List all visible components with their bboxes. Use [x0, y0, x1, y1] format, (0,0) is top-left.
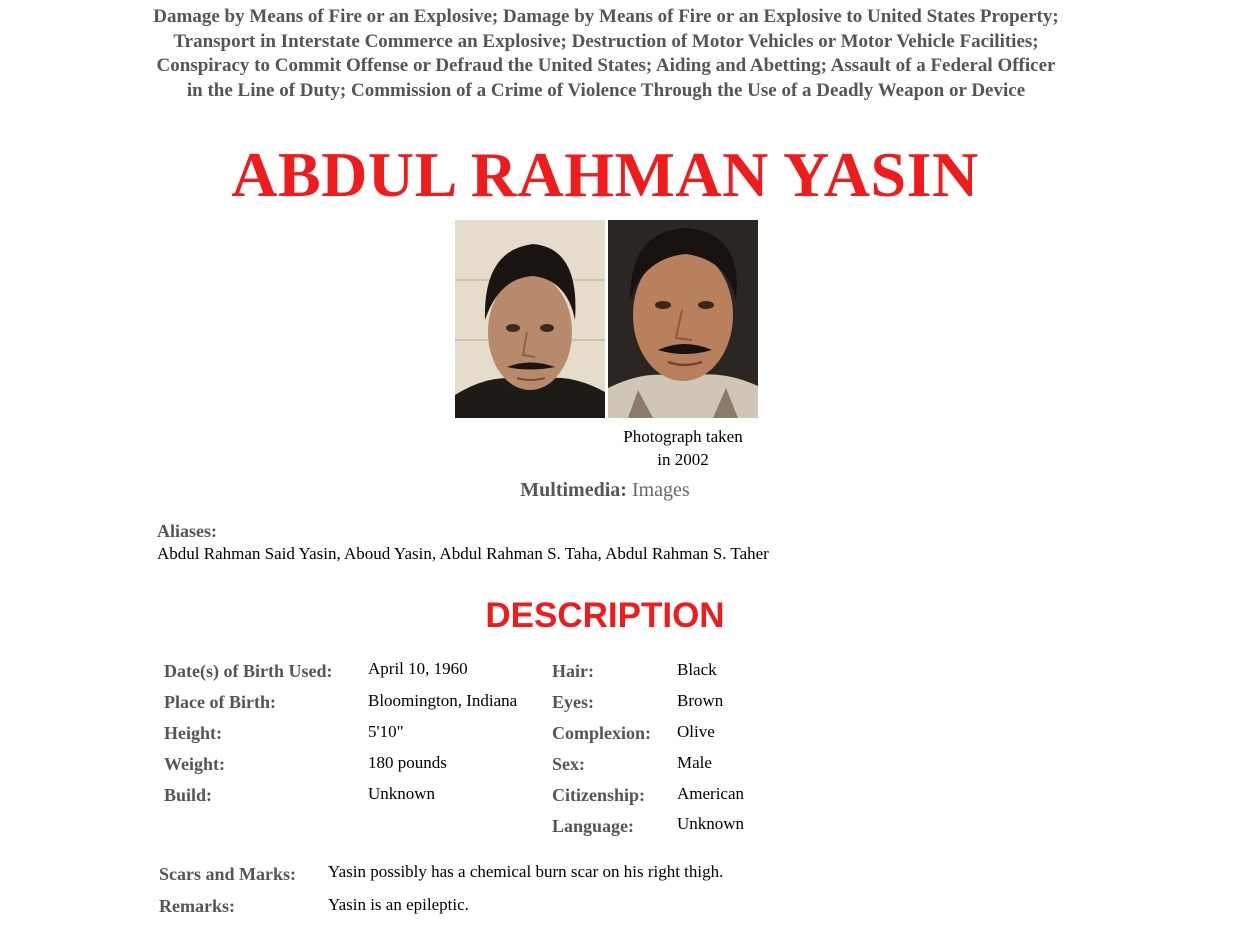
charges-text: Damage by Means of Fire or an Explosive; Damage by Means of Fire or an Explosive to United States Property; Transport in Interstate Commerce an Explosive; Destruction of Motor Vehicles or Motor Vehicle Facilities; Conspiracy to Commit Offense or Defraud the United States; Aiding and Abetting; Assault of a Federal Officer in the Line of Duty; Commission of a Crime of Violence Through the Use of a Deadly Weapon or Device — [153, 6, 1059, 101]
sex-label: Sex: — [552, 754, 585, 774]
multimedia-label: Multimedia: — [520, 479, 627, 501]
fugitive-photo-2002 — [608, 220, 758, 418]
eyes-label: Eyes: — [552, 692, 594, 712]
sex-row — [552, 753, 585, 775]
build-value: Unknown — [368, 784, 436, 803]
hair-value: Black — [677, 660, 717, 679]
fugitive-photo-1 — [455, 220, 605, 418]
citizenship-label: Citizenship: — [552, 785, 646, 805]
height-row — [164, 722, 222, 744]
photo-caption-line2: in 2002 — [657, 450, 709, 469]
scars-value: Yasin possibly has a chemical burn scar on his right thigh. — [328, 862, 724, 881]
language-value: Unknown — [677, 814, 745, 833]
eyes-row — [552, 691, 594, 713]
build-row — [164, 784, 212, 806]
aliases-value: Abdul Rahman Said Yasin, Aboud Yasin, Abdul Rahman S. Taha, Abdul Rahman S. Taher — [157, 544, 769, 563]
remarks-row — [159, 895, 235, 917]
sex-value: Male — [677, 753, 712, 772]
build-label: Build: — [164, 785, 213, 805]
citizenship-value: American — [677, 784, 745, 803]
aliases-label: Aliases: — [157, 521, 217, 541]
birthplace-label: Place of Birth: — [164, 692, 276, 712]
eyes-value: Brown — [677, 691, 724, 710]
weight-label: Weight: — [164, 754, 225, 774]
weight-value: 180 pounds — [368, 753, 447, 772]
multimedia-images-link[interactable]: Images — [631, 479, 690, 501]
citizenship-row — [552, 784, 645, 806]
birthplace-row — [164, 691, 276, 713]
complexion-label: Complexion: — [552, 723, 651, 743]
complexion-value: Olive — [677, 722, 715, 741]
remarks-label: Remarks: — [159, 896, 235, 916]
description-heading: DESCRIPTION — [485, 596, 725, 635]
multimedia-row — [0, 477, 1210, 503]
hair-label: Hair: — [552, 661, 594, 681]
dob-label: Date(s) of Birth Used: — [164, 661, 333, 681]
scars-row — [159, 863, 296, 885]
hair-row — [552, 660, 594, 682]
fugitive-name: ABDUL RAHMAN YASIN — [231, 139, 979, 210]
height-label: Height: — [164, 723, 222, 743]
language-row — [552, 815, 634, 837]
complexion-row — [552, 722, 651, 744]
height-value: 5'10" — [368, 722, 404, 741]
photo-caption-line1: Photograph taken — [623, 427, 743, 446]
dob-row — [164, 660, 332, 682]
weight-row — [164, 753, 225, 775]
photo-caption — [608, 425, 758, 471]
birthplace-value: Bloomington, Indiana — [368, 691, 518, 710]
scars-label: Scars and Marks: — [159, 864, 297, 884]
dob-value: April 10, 1960 — [368, 659, 468, 678]
language-label: Language: — [552, 816, 635, 836]
remarks-value: Yasin is an epileptic. — [328, 895, 469, 914]
